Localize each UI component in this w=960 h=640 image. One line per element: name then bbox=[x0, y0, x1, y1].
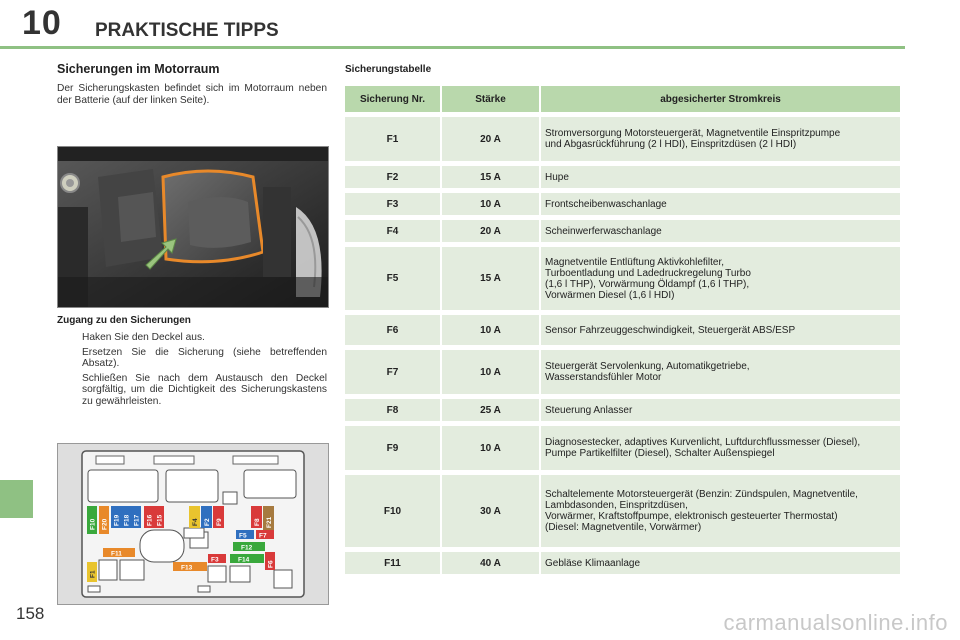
intro-text: Der Sicherungskasten befindet sich im Motorraum neben der Batterie (auf der linken Seite). bbox=[57, 83, 327, 106]
fuse-circuit: Gebläse Klimaanlage bbox=[541, 552, 900, 574]
fuse-circuit: Scheinwerferwaschanlage bbox=[541, 220, 900, 242]
fuse-label: F19 bbox=[113, 514, 121, 526]
watermark: carmanualsonline.info bbox=[723, 610, 948, 635]
table-row bbox=[345, 350, 900, 394]
fuse-circuit: Frontscheibenwaschanlage bbox=[541, 193, 900, 215]
fuse-label: F5 bbox=[239, 532, 247, 540]
step-text: Schließen Sie nach dem Austausch den Deckel sorgfältig, um die Dichtigkeit des Sicherungskastens zu gewährleisten. bbox=[82, 372, 327, 407]
fuse-table bbox=[343, 81, 902, 579]
fuse-circuit: Steuerung Anlasser bbox=[541, 399, 900, 421]
fuse-label: F1 bbox=[89, 570, 97, 578]
fuse-label: F14 bbox=[238, 556, 250, 564]
fuse-label: F21 bbox=[266, 516, 273, 528]
column-header-nr: Sicherung Nr. bbox=[345, 86, 440, 112]
list-item bbox=[57, 373, 327, 408]
fuse-label: F10 bbox=[89, 518, 97, 530]
fuse-number: F6 bbox=[345, 315, 440, 345]
fuse-label: F16 bbox=[146, 514, 154, 526]
table-row bbox=[345, 220, 900, 242]
table-header-row bbox=[345, 86, 900, 112]
fuse-number: F8 bbox=[345, 399, 440, 421]
fuse-amperage: 10 A bbox=[442, 193, 539, 215]
table-row bbox=[345, 426, 900, 470]
fuse-label: F15 bbox=[156, 514, 164, 526]
table-row bbox=[345, 166, 900, 188]
list-item bbox=[57, 347, 327, 370]
fuse-label: F3 bbox=[211, 556, 219, 564]
fuse-circuit: Stromversorgung Motorsteuergerät, Magnetventile Einspritzpumpe und Abgasrückführung (2 l HDI), Einspritzdüsen (2 l HDI) bbox=[541, 117, 900, 161]
step-text: Ersetzen Sie die Sicherung (siehe betreffenden Absatz). bbox=[82, 346, 327, 369]
page-number: 158 bbox=[16, 604, 45, 623]
fuse-number: F3 bbox=[345, 193, 440, 215]
fuse-label: F2 bbox=[204, 518, 211, 526]
table-row bbox=[345, 399, 900, 421]
fuse-amperage: 10 A bbox=[442, 315, 539, 345]
fuse-amperage: 20 A bbox=[442, 220, 539, 242]
fuse-number: F11 bbox=[345, 552, 440, 574]
column-header-circuit: abgesicherter Stromkreis bbox=[541, 86, 900, 112]
table-row bbox=[345, 475, 900, 547]
fuse-amperage: 10 A bbox=[442, 350, 539, 394]
section-title: Sicherungen im Motorraum bbox=[57, 62, 220, 76]
fuse-label: F18 bbox=[123, 514, 131, 526]
chapter-side-tab bbox=[0, 480, 33, 518]
engine-bay-photo bbox=[57, 146, 329, 308]
fuse-amperage: 10 A bbox=[442, 426, 539, 470]
access-steps bbox=[57, 332, 327, 410]
fuse-circuit: Steuergerät Servolenkung, Automatikgetriebe, Wasserstandsfühler Motor bbox=[541, 350, 900, 394]
chapter-title: PRAKTISCHE TIPPS bbox=[95, 20, 279, 41]
fuse-number: F9 bbox=[345, 426, 440, 470]
fuse-number: F4 bbox=[345, 220, 440, 242]
fuse-label: F20 bbox=[101, 518, 109, 530]
fuse-box-diagram bbox=[57, 443, 329, 605]
fuse-amperage: 25 A bbox=[442, 399, 539, 421]
access-title: Zugang zu den Sicherungen bbox=[57, 315, 191, 326]
table-row bbox=[345, 552, 900, 574]
fuse-number: F10 bbox=[345, 475, 440, 547]
fuse-circuit: Hupe bbox=[541, 166, 900, 188]
fuse-circuit: Schaltelemente Motorsteuergerät (Benzin: Zündspulen, Magnetventile, Lambdasonden, Einspritzdüsen, Vorwärmer, Kraftstoffpumpe, elektronisch gesteuerter Thermostat) (Diesel: Magnetventile, Vorwärmer) bbox=[541, 475, 900, 547]
list-item bbox=[57, 332, 327, 344]
fuse-label: F8 bbox=[254, 518, 261, 526]
fuse-amperage: 20 A bbox=[442, 117, 539, 161]
fuse-amperage: 40 A bbox=[442, 552, 539, 574]
column-header-amp: Stärke bbox=[442, 86, 539, 112]
fuse-label: F6 bbox=[267, 560, 275, 568]
table-row bbox=[345, 193, 900, 215]
fuse-circuit: Magnetventile Entlüftung Aktivkohlefilter, Turboentladung und Ladedruckregelung Turbo (1,6 l THP), Vorwärmung Öldampf (1,6 l THP), Vorwärmen Diesel (1,6 l HDI) bbox=[541, 247, 900, 310]
header-divider bbox=[0, 46, 905, 49]
table-row bbox=[345, 117, 900, 161]
fuse-label: F13 bbox=[181, 564, 193, 572]
fuse-amperage: 15 A bbox=[442, 247, 539, 310]
fuse-circuit: Diagnosestecker, adaptives Kurvenlicht, Luftdurchflussmesser (Diesel), Pumpe Partikelfilter (Diesel), Schalter Außenspiegel bbox=[541, 426, 900, 470]
fuse-label: F9 bbox=[216, 518, 223, 526]
step-text: Haken Sie den Deckel aus. bbox=[82, 332, 205, 343]
fuse-amperage: 15 A bbox=[442, 166, 539, 188]
fuse-number: F7 bbox=[345, 350, 440, 394]
table-row bbox=[345, 315, 900, 345]
fuse-number: F2 bbox=[345, 166, 440, 188]
fuse-number: F1 bbox=[345, 117, 440, 161]
fuse-label: F12 bbox=[241, 544, 253, 552]
table-row bbox=[345, 247, 900, 310]
fuse-amperage: 30 A bbox=[442, 475, 539, 547]
fuse-label: F17 bbox=[133, 514, 141, 526]
fuse-label: F4 bbox=[192, 518, 199, 526]
fuse-label: F11 bbox=[111, 550, 122, 558]
chapter-number: 10 bbox=[22, 4, 62, 42]
fuse-circuit: Sensor Fahrzeuggeschwindigkeit, Steuergerät ABS/ESP bbox=[541, 315, 900, 345]
fuse-label: F7 bbox=[259, 532, 267, 540]
fuse-number: F5 bbox=[345, 247, 440, 310]
table-title: Sicherungstabelle bbox=[345, 64, 432, 75]
